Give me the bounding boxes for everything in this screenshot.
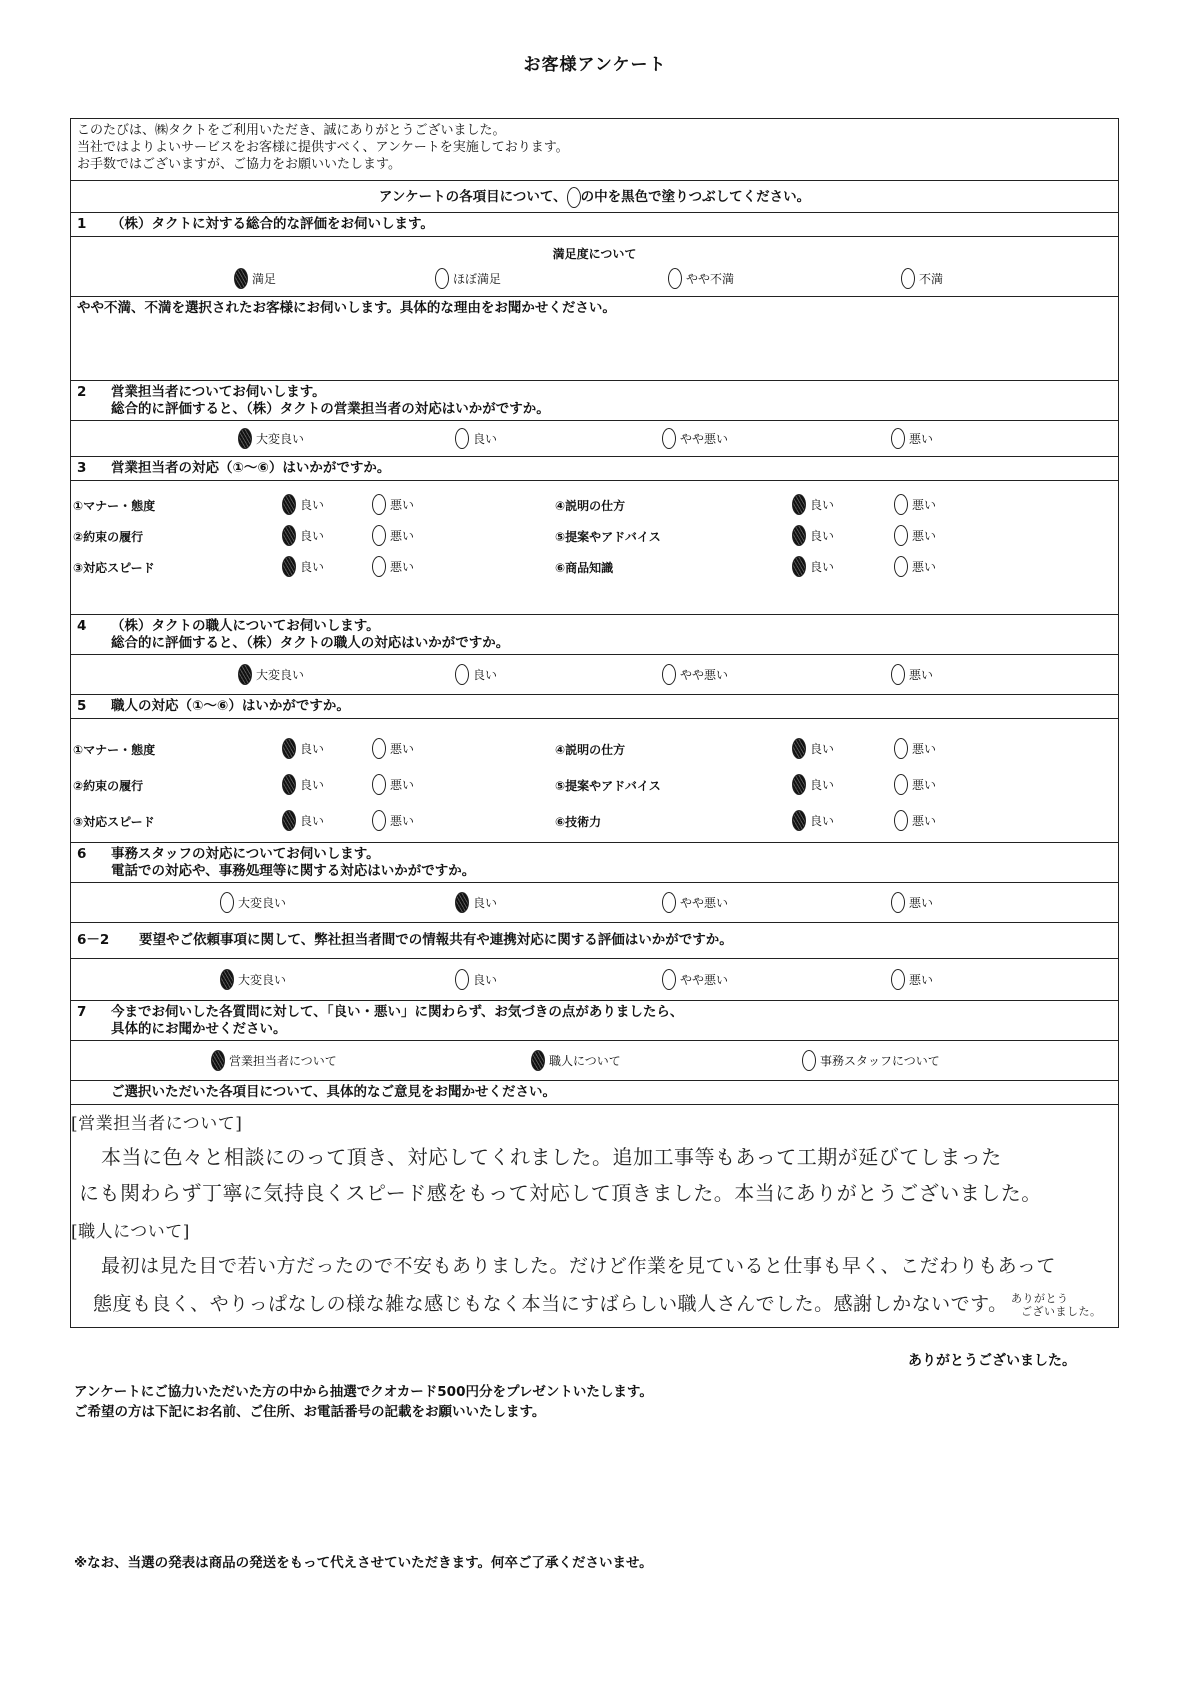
q7-option[interactable] (211, 1050, 337, 1071)
option-label: 悪い (909, 896, 934, 910)
question-text: 職人の対応（①～⑥）はいかがですか。 (111, 698, 350, 714)
rating-bad[interactable] (894, 774, 936, 795)
q4-header (71, 615, 1118, 655)
radio-bubble[interactable] (894, 556, 908, 577)
option-label: 悪い (390, 778, 415, 792)
radio-bubble[interactable] (662, 969, 676, 990)
question-text: 要望やご依頼事項に関して、弊社担当者間での情報共有や連携対応に関する評価はいかがですか。 (139, 932, 733, 948)
option-label: 悪い (912, 560, 937, 574)
radio-bubble[interactable] (792, 494, 806, 515)
q6-option[interactable] (891, 892, 933, 913)
option-label: 良い (810, 814, 835, 828)
option-label: 悪い (912, 742, 937, 756)
rating-bad[interactable] (894, 525, 936, 546)
q4-option[interactable] (891, 664, 933, 685)
rating-bad[interactable] (372, 810, 414, 831)
radio-bubble[interactable] (894, 738, 908, 759)
footer-line: ご希望の方は下記にお名前、ご住所、お電話番号の記載をお願いいたします。 (74, 1404, 546, 1420)
bubble-icon (567, 187, 581, 208)
radio-bubble[interactable] (894, 774, 908, 795)
q6-2-options (71, 959, 1118, 1001)
comment-heading: [営業担当者について] (71, 1114, 243, 1134)
question-text: 営業担当者についてお伺いします。 (111, 384, 326, 400)
option-label: 大変良い (256, 432, 305, 446)
q7-option[interactable] (802, 1050, 940, 1071)
option-label: やや悪い (680, 973, 729, 987)
radio-bubble[interactable] (435, 268, 449, 289)
q2-option[interactable] (238, 428, 304, 449)
q3-header (71, 457, 1118, 481)
question-text: 総合的に評価すると、（株）タクトの営業担当者の対応はいかがですか。 (111, 401, 550, 417)
q1-options (71, 237, 1118, 297)
q4-option[interactable] (455, 664, 497, 685)
rating-bad[interactable] (372, 738, 414, 759)
radio-bubble[interactable] (891, 428, 905, 449)
radio-bubble[interactable] (792, 556, 806, 577)
radio-bubble[interactable] (282, 810, 296, 831)
question-number: 4 (77, 618, 87, 634)
radio-bubble[interactable] (792, 774, 806, 795)
option-label: 良い (473, 896, 498, 910)
option-label: 悪い (912, 498, 937, 512)
option-label: 良い (810, 742, 835, 756)
rating-good[interactable] (282, 774, 324, 795)
q2-option[interactable] (662, 428, 728, 449)
question-text: （株）タクトの職人についてお伺いします。 (111, 618, 380, 634)
followup-text: やや不満、不満を選択されたお客様にお伺いします。具体的な理由をお聞かせください。 (77, 300, 616, 316)
option-label: 良い (300, 560, 325, 574)
item-label: ②約束の履行 (73, 530, 144, 544)
option-label: 良い (300, 742, 325, 756)
q1-option[interactable] (901, 268, 943, 289)
question-text: 事務スタッフの対応についてお伺いします。 (111, 846, 380, 862)
option-label: 不満 (919, 272, 944, 286)
q6-2-option[interactable] (455, 969, 497, 990)
rating-good[interactable] (282, 810, 324, 831)
comments-header (71, 1081, 1118, 1105)
rating-good[interactable] (282, 525, 324, 546)
option-label: 悪い (909, 432, 934, 446)
item-label: ①マナー・態度 (73, 499, 156, 513)
option-label: 悪い (390, 814, 415, 828)
footer-line: アンケートにご協力いただいた方の中から抽選でクオカード500円分をプレゼントいたします。 (74, 1384, 653, 1400)
thanks-text: ありがとうございました。 (908, 1353, 1076, 1369)
q1-header (71, 213, 1118, 237)
q2-options (71, 421, 1118, 457)
rating-bad[interactable] (894, 494, 936, 515)
question-text: （株）タクトに対する総合的な評価をお伺いします。 (111, 216, 434, 232)
comments-area[interactable] (71, 1105, 1118, 1327)
option-label: 職人について (549, 1054, 621, 1068)
option-label: 悪い (390, 560, 415, 574)
comment-note: ございました。 (1021, 1305, 1102, 1318)
item-label: ④説明の仕方 (555, 499, 626, 513)
rating-good[interactable] (792, 556, 834, 577)
question-text: 営業担当者の対応（①～⑥）はいかがですか。 (111, 460, 391, 476)
item-label: ③対応スピード (73, 561, 155, 575)
option-label: 悪い (912, 778, 937, 792)
option-label: 営業担当者について (229, 1054, 337, 1068)
item-label: ①マナー・態度 (73, 743, 156, 757)
radio-bubble[interactable] (455, 428, 469, 449)
option-label: 悪い (912, 529, 937, 543)
option-label: 悪い (390, 742, 415, 756)
rating-bad[interactable] (372, 494, 414, 515)
radio-bubble[interactable] (282, 738, 296, 759)
instruction-text: アンケートの各項目について、 (378, 189, 567, 205)
item-label: ⑥商品知識 (555, 561, 614, 575)
intro-line: お手数ではございますが、ご協力をお願いいたします。 (77, 157, 401, 172)
option-label: 良い (810, 498, 835, 512)
q6-header (71, 843, 1118, 883)
option-label: 良い (300, 778, 325, 792)
radio-bubble[interactable] (220, 892, 234, 913)
q7-header (71, 1001, 1118, 1041)
comment-note: ありがとう (1011, 1292, 1069, 1305)
option-label: 満足 (252, 272, 277, 286)
instruction-text: の中を黒色で塗りつぶしてください。 (580, 189, 811, 205)
radio-bubble[interactable] (372, 738, 386, 759)
comment-line: 態度も良く、やりっぱなしの様な雑な感じもなく本当にすばらしい職人さんでした。感謝しかないです。 (93, 1293, 1008, 1315)
q6-options (71, 883, 1118, 923)
option-label: 大変良い (256, 668, 305, 682)
radio-bubble[interactable] (282, 774, 296, 795)
item-label: ②約束の履行 (73, 779, 144, 793)
radio-bubble[interactable] (372, 774, 386, 795)
option-label: やや不満 (686, 272, 735, 286)
radio-bubble[interactable] (372, 525, 386, 546)
question-number: 6－2 (77, 932, 110, 948)
rating-good[interactable] (282, 738, 324, 759)
radio-bubble[interactable] (220, 969, 234, 990)
q6-2-option[interactable] (220, 969, 286, 990)
q1-option[interactable] (668, 268, 734, 289)
radio-bubble[interactable] (792, 738, 806, 759)
option-label: 事務スタッフについて (820, 1054, 940, 1068)
q1-option[interactable] (234, 268, 276, 289)
radio-bubble[interactable] (372, 810, 386, 831)
radio-bubble[interactable] (901, 268, 915, 289)
q6-2-option[interactable] (662, 969, 728, 990)
comment-heading: [職人について] (71, 1222, 190, 1242)
radio-bubble[interactable] (668, 268, 682, 289)
radio-bubble[interactable] (662, 428, 676, 449)
q1-option[interactable] (435, 268, 501, 289)
q2-header (71, 381, 1118, 421)
item-label: ⑤提案やアドバイス (555, 530, 661, 544)
rating-good[interactable] (792, 810, 834, 831)
radio-bubble[interactable] (662, 664, 676, 685)
q1-followup[interactable] (71, 297, 1118, 381)
option-label: 悪い (390, 529, 415, 543)
q6-option[interactable] (662, 892, 728, 913)
q4-option[interactable] (238, 664, 304, 685)
question-number: 7 (77, 1004, 87, 1020)
radio-bubble[interactable] (282, 494, 296, 515)
question-text: 今までお伺いした各質問に対して、「良い・悪い」に関わらず、お気づきの点がありましたら、 (111, 1004, 684, 1020)
rating-good[interactable] (792, 494, 834, 515)
rating-good[interactable] (282, 556, 324, 577)
q4-option[interactable] (662, 664, 728, 685)
q2-option[interactable] (891, 428, 933, 449)
option-label: ほぼ満足 (453, 272, 502, 286)
q1-sublabel: 満足度について (552, 247, 637, 261)
radio-bubble[interactable] (455, 664, 469, 685)
radio-bubble[interactable] (894, 525, 908, 546)
rating-bad[interactable] (894, 738, 936, 759)
option-label: 悪い (909, 668, 934, 682)
question-number: 1 (77, 216, 87, 232)
radio-bubble[interactable] (238, 428, 252, 449)
q5-options (71, 719, 1118, 843)
radio-bubble[interactable] (455, 892, 469, 913)
radio-bubble[interactable] (662, 892, 676, 913)
question-number: 2 (77, 384, 87, 400)
q6-option[interactable] (455, 892, 497, 913)
radio-bubble[interactable] (891, 664, 905, 685)
q3-options (71, 481, 1118, 615)
radio-bubble[interactable] (894, 810, 908, 831)
checkbox-bubble[interactable] (802, 1050, 816, 1071)
rating-bad[interactable] (372, 774, 414, 795)
radio-bubble[interactable] (792, 810, 806, 831)
radio-bubble[interactable] (792, 525, 806, 546)
q4-options (71, 655, 1118, 695)
option-label: 良い (300, 529, 325, 543)
option-label: 良い (300, 498, 325, 512)
option-label: 悪い (912, 814, 937, 828)
survey-form (70, 118, 1119, 1328)
q7-options (71, 1041, 1118, 1081)
rating-bad[interactable] (372, 525, 414, 546)
comment-line: 最初は見た目で若い方だったので不安もありました。だけど作業を見ていると仕事も早く、こだわりもあって (101, 1255, 1056, 1277)
radio-bubble[interactable] (455, 969, 469, 990)
intro-line: 当社ではよりよいサービスをお客様に提供すべく、アンケートを実施しております。 (77, 140, 569, 155)
option-label: 悪い (909, 973, 934, 987)
q7-option[interactable] (531, 1050, 621, 1071)
option-label: 良い (300, 814, 325, 828)
intro-section (71, 119, 1118, 181)
comments-header-text: ご選択いただいた各項目について、具体的なご意見をお聞かせください。 (111, 1084, 556, 1100)
option-label: やや悪い (680, 668, 729, 682)
radio-bubble[interactable] (372, 556, 386, 577)
option-label: 大変良い (238, 973, 287, 987)
radio-bubble[interactable] (372, 494, 386, 515)
option-label: 良い (473, 668, 498, 682)
question-number: 3 (77, 460, 87, 476)
rating-good[interactable] (792, 738, 834, 759)
option-label: 良い (810, 778, 835, 792)
rating-good[interactable] (792, 525, 834, 546)
option-label: 良い (473, 973, 498, 987)
option-label: 良い (810, 560, 835, 574)
question-text: 具体的にお聞かせください。 (111, 1021, 287, 1037)
rating-bad[interactable] (372, 556, 414, 577)
option-label: 良い (810, 529, 835, 543)
option-label: 大変良い (238, 896, 287, 910)
checkbox-bubble[interactable] (531, 1050, 545, 1071)
q6-2-header (71, 923, 1118, 959)
radio-bubble[interactable] (282, 525, 296, 546)
q5-header (71, 695, 1118, 719)
option-label: やや悪い (680, 432, 729, 446)
rating-good[interactable] (792, 774, 834, 795)
radio-bubble[interactable] (894, 494, 908, 515)
question-text: 電話での対応や、事務処理等に関する対応はいかがですか。 (111, 863, 476, 879)
q6-2-option[interactable] (891, 969, 933, 990)
item-label: ⑥技術力 (555, 815, 602, 829)
comment-line: 本当に色々と相談にのって頂き、対応してくれました。追加工事等もあって工期が延びてしまった (101, 1145, 1002, 1169)
q6-option[interactable] (220, 892, 286, 913)
item-label: ③対応スピード (73, 815, 155, 829)
rating-good[interactable] (282, 494, 324, 515)
footer-note: ※なお、当選の発表は商品の発送をもって代えさせていただきます。何卒ご了承くださいませ。 (74, 1555, 653, 1571)
instruction-row (71, 181, 1118, 213)
question-number: 5 (77, 698, 87, 714)
question-text: 総合的に評価すると、（株）タクトの職人の対応はいかがですか。 (111, 635, 510, 651)
intro-line: このたびは、㈱タクトをご利用いただき、誠にありがとうございました。 (77, 123, 506, 138)
option-label: やや悪い (680, 896, 729, 910)
page-title: お客様アンケート (523, 55, 667, 75)
radio-bubble[interactable] (891, 892, 905, 913)
rating-bad[interactable] (894, 556, 936, 577)
comment-line: にも関わらず丁寧に気持良くスピード感をもって対応して頂きました。本当にありがとうございました。 (79, 1181, 1042, 1205)
q2-option[interactable] (455, 428, 497, 449)
item-label: ⑤提案やアドバイス (555, 779, 661, 793)
radio-bubble[interactable] (891, 969, 905, 990)
item-label: ④説明の仕方 (555, 743, 626, 757)
checkbox-bubble[interactable] (211, 1050, 225, 1071)
option-label: 良い (473, 432, 498, 446)
radio-bubble[interactable] (282, 556, 296, 577)
radio-bubble[interactable] (234, 268, 248, 289)
option-label: 悪い (390, 498, 415, 512)
question-number: 6 (77, 846, 87, 862)
rating-bad[interactable] (894, 810, 936, 831)
radio-bubble[interactable] (238, 664, 252, 685)
